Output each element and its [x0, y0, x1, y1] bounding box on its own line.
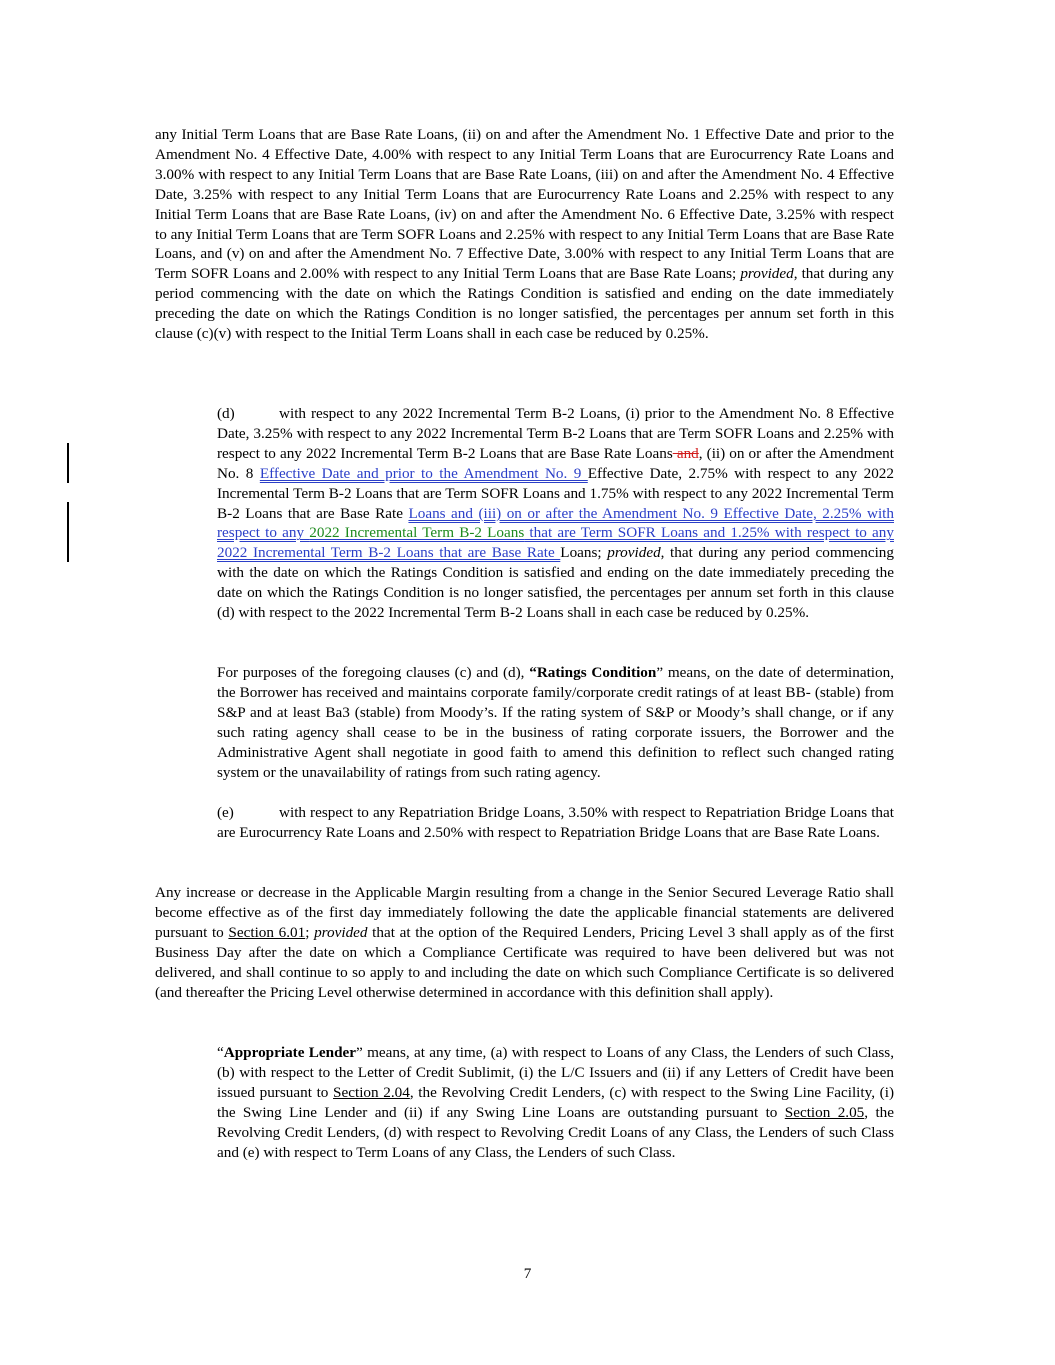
text: with respect to any Repatriation Bridge Loans, 3.50% with respect to Repatriation Bridge Loans that are Eurocurrency Rate Loans and 2.50% with respect to Repatriation Bridge Loans that are Base Rate Loans. — [217, 804, 894, 841]
moved-text: 2022 Incremental Term B-2 Loans — [309, 524, 525, 542]
quote-mark: “ — [217, 1044, 224, 1061]
defined-term: Appropriate Lender — [223, 1044, 357, 1061]
page-number: 7 — [523, 1265, 532, 1282]
text: with respect to any 2022 Incremental Term B-2 Loans, (i) prior to the Amendment No. 8 Effective Date, 3.25% with respect to any 2022 Incremental Term B-2 Loans that are Term SOFR Loans and 2.25% with respect to any 2022 Incremental Term B-2 Loans that are Base Rate Loans — [217, 405, 894, 462]
text: ” means, on the date of determination, the Borrower has received and maintains corporate family/corporate credit ratings of at least BB- (stable) from S&P and at least Ba3 (stable) from Moody’s. If the rating system of S&P or Moody’s shall change, or if any such rating agency shall cease to be in the business of rating corporate issuers, the Borrower and the Administrative Agent shall negotiate in good faith to amend this definition to reflect such changed rating system or the unavailability of ratings from such rating agency. — [217, 664, 894, 781]
text: , that during any period commencing with the date on which the Ratings Condition is satisfied and ending on the date immediately preceding the date on which the Ratings Condition is no longer satisfied, the percentages per annum set forth in this clause (d) with respect to the 2022 Incremental Term B-2 Loans shall in each case be reduced by 0.25%. — [217, 544, 894, 622]
text: Any increase or decrease in the Applicable Margin resulting from a change in the Senior Secured Leverage Ratio shall become effective as of the first day immediately following the date the applicable financial statements are delivered pursuant to — [155, 884, 894, 941]
inserted-text: that are Term SOFR Loans and 1.25% with respect to any 2022 Incremental Term B-2 Loans that are Base Rate — [217, 524, 894, 562]
paragraph-appropriate-lender — [155, 1043, 894, 1162]
text: For purposes of the foregoing clauses (c) and (d), — [217, 664, 530, 681]
provided-italic: provided — [607, 544, 661, 562]
text: , that during any period commencing with the date on which the Ratings Condition is satisfied and ending on the date immediately preceding the date on which the Ratings Condition is no longer satisfied, the percentages per annum set forth in this clause (c)(v) with respect to the Initial Term Loans shall in each case be reduced by 0.25%. — [155, 265, 894, 343]
change-bar — [67, 502, 69, 562]
text: ” means, at any time, (a) with respect to Loans of any Class, the Lenders of such Class, (b) with respect to the Letter of Credit Sublimit, (i) the L/C Issuers and (ii) if any Letters of Credit have been issued pursuant to — [217, 1044, 895, 1101]
section-reference: Section 2.05 — [784, 1103, 865, 1121]
defined-term: “Ratings Condition — [529, 664, 657, 681]
paragraph-ratings-condition — [155, 663, 894, 782]
change-bar — [67, 443, 69, 483]
text: Effective Date, 2.75% with respect to any 2022 Incremental Term B-2 Loans that are Term SOFR Loans and 1.75% with respect to any 2022 Incremental Term B-2 Loans that are Base Rate — [217, 464, 894, 522]
provided-italic: provided — [740, 265, 794, 283]
provided-italic: provided — [314, 923, 368, 941]
clause-number: (e) — [217, 804, 234, 821]
paragraph-clause-e — [155, 803, 894, 843]
inserted-text: Effective Date and prior to the Amendment No. 9 — [259, 464, 588, 482]
clause-number: (d) — [217, 405, 235, 422]
text: any Initial Term Loans that are Base Rate Loans, (ii) on and after the Amendment No. 1 Effective Date and prior to the Amendment No. 4 Effective Date, 4.00% with respect to any Initial Term Loans that are Eurocurrency Rate Loans and 3.00% with respect to any Initial Term Loans that are Base Rate Loans, (iii) on and after the Amendment No. 4 Effective Date, 3.25% with respect to any Initial Term Loans that are Eurocurrency Rate Loans and 2.25% with respect to any Initial Term Loans that are Base Rate Loans, (iv) on and after the Amendment No. 6 Effective Date, 3.25% with respect to any Initial Term Loans that are Term SOFR Loans and 2.25% with respect to any Initial Term Loans that are Base Rate Loans, and (v) on and after the Amendment No. 7 Effective Date, 3.00% with respect to any Initial Term Loans that are Term SOFR Loans and 2.00% with respect to any Initial Term Loans that are Base Rate Loans; — [155, 126, 894, 283]
text: , (ii) on or after the Amendment No. 8 — [217, 444, 894, 482]
text: , the Revolving Credit Lenders, (d) with respect to Revolving Credit Loans of any Class, the Lenders of such Class and (e) with respect to Term Loans of any Class, the Lenders of such Class. — [217, 1103, 895, 1161]
inserted-text: Loans and (iii) on or after the Amendment No. 9 Effective Date, 2.25% with respect to any — [217, 504, 894, 542]
paragraph-clause-d — [155, 404, 894, 623]
text: that at the option of the Required Lenders, Pricing Level 3 shall apply as of the first Business Day after the date on which a Compliance Certificate was required to have been delivered but was not delivered, and shall continue to so apply to and including the date on which such Compliance Certificate is so delivered (and thereafter the Pricing Level otherwise determined in accordance with this definition shall apply). — [155, 923, 894, 1001]
deleted-text: and — [672, 444, 699, 462]
text: ; — [305, 923, 315, 941]
section-reference: Section 2.04 — [333, 1083, 410, 1101]
text: Loans; — [560, 544, 608, 562]
paragraph-initial-term-loans — [155, 125, 894, 344]
section-reference: Section 6.01 — [228, 923, 306, 941]
text: , the Revolving Credit Lenders, (c) with respect to the Swing Line Facility, (i) the Swing Line Lender and (ii) if any Swing Line Loans are outstanding pursuant to — [217, 1083, 895, 1121]
paragraph-applicable-margin — [155, 883, 894, 1002]
